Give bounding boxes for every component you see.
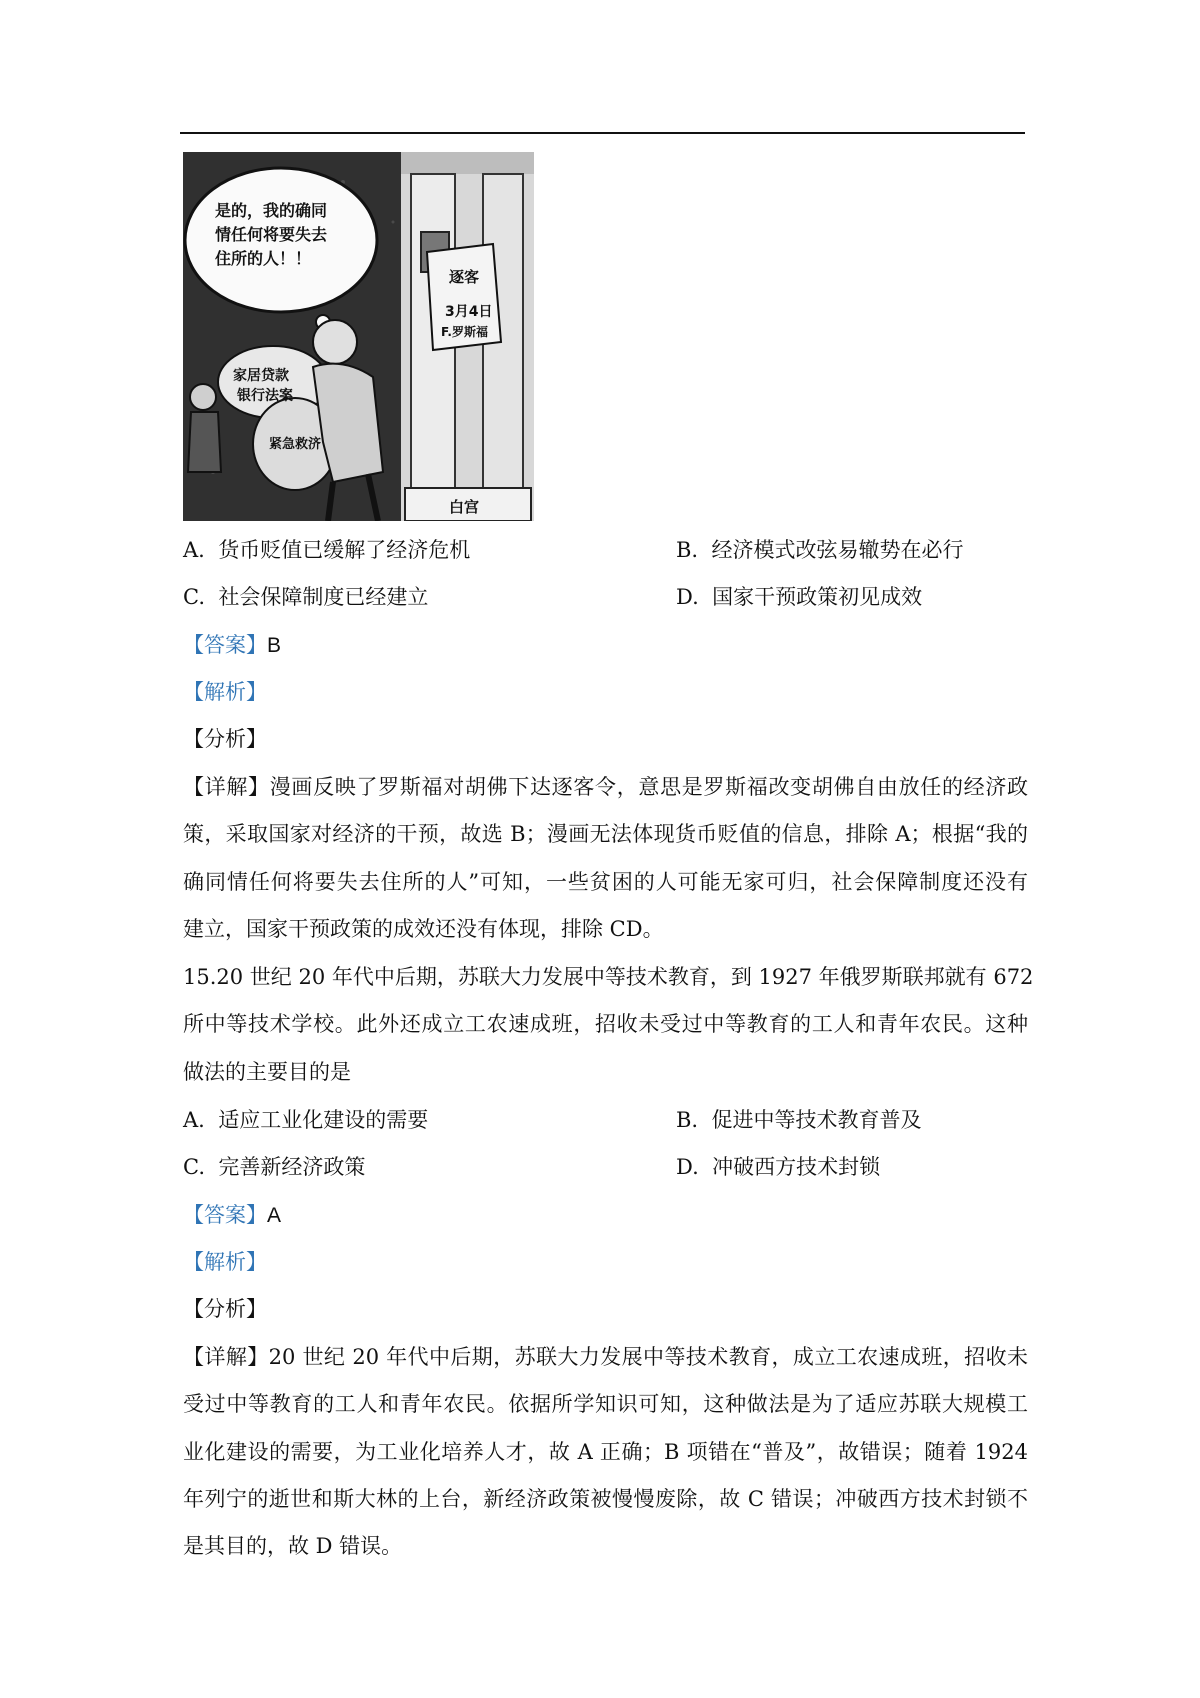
cartoon-bag-line-1: 家居贷款: [233, 368, 289, 384]
cartoon-sign-line-3: F.罗斯福: [441, 325, 488, 339]
cartoon-speech-line-1: 是的，我的确同: [215, 201, 328, 220]
q15-answer: 【答案】A: [183, 1203, 282, 1227]
header-rule: [180, 132, 1025, 134]
q14-jiexi: 【解析】: [183, 680, 267, 704]
q15-option-d: D. 冲破西方技术封锁: [676, 1155, 881, 1179]
q14-option-b: B. 经济模式改弦易辙势在必行: [676, 538, 964, 562]
q14-option-a: A. 货币贬值已缓解了经济危机: [183, 538, 471, 562]
q14-option-d: D. 国家干预政策初见成效: [676, 585, 923, 609]
q15-option-a: A. 适应工业化建设的需要: [183, 1108, 429, 1132]
q15-detail: 【详解】20 世纪 20 年代中后期，苏联大力发展中等技术教育，成立工农速成班，招收未 受过中等教育的工人和青年农民。依据所学知识可知，这种做法是为了适应苏联大规模工 业化建设的需要，为工业化培养人才，故 A 正确；B 项错在“普及”，故错误；随着 1924 年列宁的逝世和斯大林的上台，新经济政策被慢慢废除，故 C 错误；冲破西方技术封锁不 是其目的，故 D 错误。: [183, 1345, 1029, 1559]
cartoon-pot-label: 紧急救济: [269, 437, 322, 452]
q14-answer: 【答案】B: [183, 633, 282, 657]
cartoon-speech-line-3: 住所的人！！: [215, 249, 312, 268]
cartoon-speech-line-2: 情任何将要失去: [215, 225, 328, 244]
cartoon-bag-line-2: 银行法案: [237, 388, 293, 404]
q15-jiexi: 【解析】: [183, 1250, 267, 1274]
cartoon-sign-line-2: 3月4日: [445, 304, 493, 320]
q15-fenxi: 【分析】: [183, 1297, 267, 1321]
q15-option-c: C. 完善新经济政策: [183, 1155, 366, 1179]
q14-detail: 【详解】漫画反映了罗斯福对胡佛下达逐客令，意思是罗斯福改变胡佛自由放任的经济政 策，采取国家对经济的干预，故选 B；漫画无法体现货币贬值的信息，排除 A；根据“我的 确同情任何将要失去住所的人”可知，一些贫困的人可能无家可归，社会保障制度还没有 建立，国家干预政策的成效还没有体现，排除 CD。: [183, 775, 1029, 941]
cartoon-building-label: 白宫: [449, 498, 480, 516]
cartoon-image: [183, 152, 534, 521]
q14-option-c: C. 社会保障制度已经建立: [183, 585, 429, 609]
q14-fenxi: 【分析】: [183, 727, 267, 751]
cartoon-sign-line-1: 逐客: [449, 268, 480, 286]
q15-stem: 15.20 世纪 20 年代中后期，苏联大力发展中等技术教育，到 1927 年俄罗斯联邦就有 672 所中等技术学校。此外还成立工农速成班，招收未受过中等教育的工人和青年农民。这种 做法的主要目的是: [183, 965, 1034, 1084]
q15-option-b: B. 促进中等技术教育普及: [676, 1108, 922, 1132]
